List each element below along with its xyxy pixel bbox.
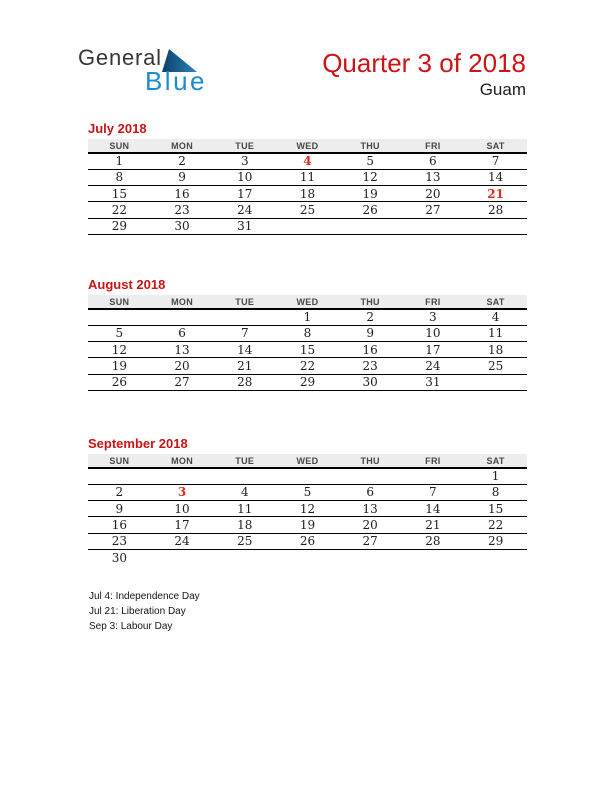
empty-day-cell	[276, 218, 339, 234]
day-cell: 1	[491, 469, 500, 484]
day-cell: 29	[487, 534, 504, 549]
day-cell: 18	[299, 186, 316, 201]
day-cell: 28	[425, 534, 441, 549]
week-row	[88, 169, 527, 185]
week-row	[88, 374, 527, 390]
title-block	[322, 48, 526, 101]
weekday-header: FRI	[425, 140, 441, 151]
day-cell: 26	[299, 534, 316, 549]
weekday-header: MON	[171, 140, 193, 151]
day-cell: 27	[362, 534, 378, 549]
weekday-header: TUE	[235, 296, 255, 307]
day-cell: 15	[299, 342, 316, 357]
empty-day-cell	[339, 468, 402, 484]
week-row	[88, 533, 527, 549]
day-cell: 26	[362, 203, 378, 218]
empty-day-cell	[213, 549, 276, 565]
day-cell: 30	[111, 550, 127, 565]
weekday-header: SAT	[486, 455, 505, 466]
day-cell: 24	[425, 359, 441, 374]
weekday-header: THU	[360, 455, 380, 466]
day-cell: 1	[303, 310, 312, 325]
day-cell: 16	[174, 186, 190, 201]
day-cell: 16	[362, 342, 378, 357]
day-cell: 7	[429, 485, 437, 500]
empty-day-cell	[151, 309, 214, 325]
weekday-header: MON	[171, 455, 193, 466]
day-cell: 19	[362, 186, 378, 201]
empty-day-cell	[276, 549, 339, 565]
weekday-header-row	[88, 139, 527, 153]
day-cell: 29	[111, 219, 127, 234]
day-cell: 21	[425, 518, 441, 533]
day-cell: 4	[240, 485, 249, 500]
empty-day-cell	[464, 549, 527, 565]
day-cell: 22	[299, 359, 316, 374]
day-cell: 13	[174, 342, 190, 357]
day-cell: 12	[111, 342, 127, 357]
week-row	[88, 517, 527, 533]
empty-day-cell	[88, 309, 151, 325]
holiday-note: Sep 3: Labour Day	[89, 621, 173, 632]
week-row	[88, 549, 527, 565]
day-cell: 16	[111, 518, 127, 533]
day-cell: 17	[174, 518, 190, 533]
weekday-header: SUN	[109, 140, 130, 151]
day-cell: 3	[177, 485, 187, 500]
day-cell: 8	[491, 485, 500, 500]
weekday-header: SUN	[109, 455, 130, 466]
day-cell: 2	[178, 154, 186, 169]
day-cell: 15	[111, 186, 127, 201]
day-cell: 6	[429, 154, 437, 169]
weekday-header: THU	[360, 296, 380, 307]
empty-day-cell	[402, 549, 465, 565]
week-row	[88, 153, 527, 169]
day-cell: 19	[111, 359, 127, 374]
day-cell: 19	[299, 518, 316, 533]
day-cell: 10	[425, 326, 441, 341]
month-title: July 2018	[88, 121, 147, 136]
page-subtitle: Guam	[479, 80, 526, 99]
weekday-header: MON	[171, 296, 193, 307]
weekday-header: FRI	[425, 455, 441, 466]
day-cell: 28	[237, 375, 253, 390]
day-cell: 23	[362, 359, 378, 374]
empty-day-cell	[402, 218, 465, 234]
day-cell: 11	[299, 170, 316, 185]
weekday-header: WED	[296, 455, 319, 466]
day-cell: 8	[115, 170, 124, 185]
page-title: Quarter 3 of 2018	[322, 48, 526, 78]
day-cell: 20	[425, 186, 441, 201]
day-cell: 24	[237, 203, 253, 218]
weekday-header: TUE	[235, 140, 255, 151]
day-cell: 5	[115, 326, 124, 341]
empty-day-cell	[213, 309, 276, 325]
day-cell: 3	[429, 310, 437, 325]
day-cell: 3	[240, 154, 249, 169]
calendar-table	[88, 454, 527, 566]
week-row	[88, 202, 527, 218]
week-row	[88, 325, 527, 341]
empty-day-cell	[151, 549, 214, 565]
day-cell: 23	[111, 534, 127, 549]
day-cell: 5	[303, 485, 312, 500]
day-cell: 17	[425, 342, 441, 357]
day-cell: 25	[487, 359, 504, 374]
logo-word-general: General	[78, 45, 162, 70]
day-cell: 2	[115, 485, 124, 500]
day-cell: 28	[487, 203, 504, 218]
day-cell: 17	[237, 186, 253, 201]
month-section	[88, 121, 527, 235]
day-cell: 9	[366, 326, 374, 341]
week-row	[88, 468, 527, 484]
day-cell: 14	[237, 342, 253, 357]
empty-day-cell	[151, 468, 214, 484]
day-cell: 7	[240, 326, 249, 341]
empty-day-cell	[402, 468, 465, 484]
logo-word-blue: Blue	[144, 66, 207, 96]
empty-day-cell	[88, 468, 151, 484]
holiday-note: Jul 21: Liberation Day	[89, 606, 186, 617]
weekday-header: FRI	[425, 296, 441, 307]
day-cell: 12	[299, 501, 316, 516]
day-cell: 9	[115, 501, 124, 516]
holiday-notes	[89, 589, 200, 634]
day-cell: 20	[174, 359, 190, 374]
day-cell: 13	[362, 501, 378, 516]
day-cell: 30	[362, 375, 378, 390]
day-cell: 22	[487, 518, 504, 533]
day-cell: 22	[111, 203, 127, 218]
day-cell: 13	[425, 170, 441, 185]
week-row	[88, 484, 527, 500]
day-cell: 18	[487, 342, 504, 357]
day-cell: 9	[178, 170, 186, 185]
day-cell: 29	[299, 375, 316, 390]
day-cell: 1	[115, 154, 124, 169]
day-cell: 27	[174, 375, 190, 390]
empty-day-cell	[339, 218, 402, 234]
day-cell: 25	[237, 534, 253, 549]
week-row	[88, 309, 527, 325]
day-cell: 8	[303, 326, 312, 341]
week-row	[88, 342, 527, 358]
calendar-table	[88, 139, 527, 235]
day-cell: 14	[487, 170, 504, 185]
day-cell: 27	[425, 203, 441, 218]
day-cell: 10	[237, 170, 253, 185]
week-row	[88, 218, 527, 234]
month-section	[88, 436, 527, 566]
weekday-header-row	[88, 454, 527, 468]
day-cell: 10	[174, 501, 190, 516]
general-blue-logo	[78, 46, 208, 94]
weekday-header: THU	[360, 140, 380, 151]
day-cell: 31	[425, 375, 441, 390]
day-cell: 31	[237, 219, 253, 234]
day-cell: 26	[111, 375, 127, 390]
day-cell: 11	[237, 501, 253, 516]
holiday-note: Jul 4: Independence Day	[89, 591, 200, 602]
week-row	[88, 358, 527, 374]
weekday-header: WED	[296, 296, 319, 307]
day-cell: 6	[178, 326, 186, 341]
week-row	[88, 501, 527, 517]
empty-day-cell	[464, 218, 527, 234]
weekday-header: SAT	[486, 140, 505, 151]
day-cell: 6	[366, 485, 374, 500]
weekday-header-row	[88, 295, 527, 309]
month-title: September 2018	[88, 436, 188, 451]
day-cell: 25	[299, 203, 316, 218]
day-cell: 20	[362, 518, 378, 533]
day-cell: 21	[487, 186, 504, 201]
day-cell: 21	[237, 359, 253, 374]
week-row	[88, 186, 527, 202]
month-section	[88, 277, 527, 391]
weekday-header: SAT	[486, 296, 505, 307]
day-cell: 23	[174, 203, 190, 218]
day-cell: 14	[425, 501, 441, 516]
day-cell: 5	[366, 154, 374, 169]
day-cell: 18	[237, 518, 253, 533]
day-cell: 30	[174, 219, 190, 234]
day-cell: 24	[174, 534, 190, 549]
day-cell: 11	[487, 326, 504, 341]
day-cell: 4	[491, 310, 500, 325]
month-title: August 2018	[88, 277, 166, 292]
day-cell: 7	[491, 154, 500, 169]
weekday-header: WED	[296, 140, 319, 151]
day-cell: 4	[303, 154, 312, 169]
empty-day-cell	[276, 468, 339, 484]
empty-day-cell	[464, 374, 527, 390]
day-cell: 15	[487, 501, 504, 516]
day-cell: 12	[362, 170, 378, 185]
weekday-header: TUE	[235, 455, 255, 466]
weekday-header: SUN	[109, 296, 130, 307]
empty-day-cell	[339, 549, 402, 565]
calendar-table	[88, 295, 527, 391]
day-cell: 2	[366, 310, 374, 325]
empty-day-cell	[213, 468, 276, 484]
